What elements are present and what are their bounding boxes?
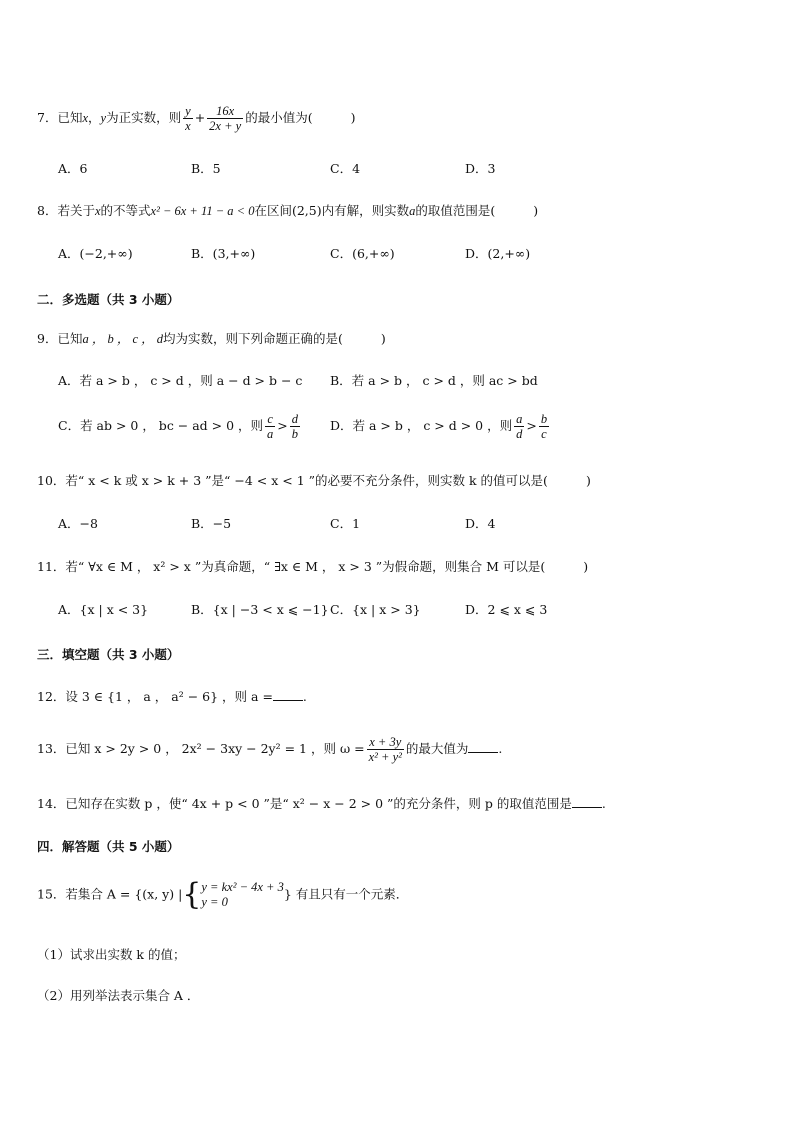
q13-post: 的最大值为 — [405, 741, 469, 756]
question-15 — [37, 877, 409, 912]
q8-text-d: 内有解，则实数 — [321, 203, 410, 218]
q13-fraction — [367, 735, 404, 764]
question-9 — [37, 330, 386, 348]
q7-number: 7． — [37, 110, 58, 125]
q8-text-c: 在区间 — [254, 203, 292, 218]
q10-close: ) — [585, 473, 591, 488]
q7-pre: 已知 — [57, 110, 83, 125]
q8-inequality: x² − 6x + 11 − a < 0 — [150, 204, 255, 218]
q9-d-f1-numerator: a — [516, 412, 523, 426]
q7-var-y: y — [100, 111, 107, 125]
q14-end: . — [601, 796, 606, 811]
q12-answer-blank[interactable] — [273, 688, 303, 701]
q9-d-fraction-1 — [514, 412, 524, 441]
q13-end: . — [498, 741, 503, 756]
q11-text: 11．若“ ∀x ∈ M ， x² > x ”为真命题，“ ∃x ∈ M ， x > 3 ”为假命题，则集合 M 可以是( — [37, 559, 546, 574]
question-10 — [37, 472, 591, 490]
question-12 — [37, 688, 307, 706]
section-heading-multiple-choice: 二．多选题（共 3 小题） — [37, 292, 180, 307]
q9-c-f2-denominator: b — [291, 427, 299, 441]
q9-close: ) — [380, 331, 386, 346]
q8-text-e: 的取值范围是( — [415, 203, 496, 218]
q9-option-d — [330, 412, 551, 441]
q8-text-b: 的不等式 — [100, 203, 151, 218]
q14-answer-blank[interactable] — [572, 795, 602, 808]
q9-vars: a ， b ， c ， d — [82, 332, 164, 346]
q9-d-f2-numerator: b — [540, 412, 548, 426]
q7-f2-numerator: 16x — [207, 104, 243, 119]
q7-f1-numerator: y — [185, 104, 191, 118]
q15-post: } 有且只有一个元素． — [283, 886, 409, 902]
q7-f2-denominator: 2x + y — [209, 119, 242, 133]
q15-subquestion-2: （2）用列举法表示集合 A ． — [37, 988, 200, 1003]
q9-c-f1-denominator: a — [267, 427, 274, 441]
section-heading-solution: 四．解答题（共 5 小题） — [37, 839, 180, 854]
q10-text: 10．若“ x < k 或 x > k + 3 ”是“ −4 < x < 1 ”的必要不充分条件，则实数 k 的值可以是( — [37, 473, 548, 488]
q10-option-d: D．4 — [465, 516, 496, 531]
q8-option-b: B．(3,+∞) — [191, 246, 256, 261]
q15-equation-2: y = 0 — [201, 895, 228, 909]
q10-option-c: C．1 — [330, 516, 361, 531]
question-8 — [37, 202, 538, 220]
q8-interval: (2,5) — [291, 203, 322, 218]
q8-var-x: x — [94, 204, 101, 218]
q7-mid: 为正实数，则 — [106, 110, 182, 125]
q7-fraction-1 — [183, 104, 193, 133]
q15-pre: 15．若集合 A = {(x, y) | — [37, 886, 183, 902]
q11-close: ) — [583, 559, 589, 574]
q7-plus: + — [194, 110, 206, 125]
q12-text: 12．设 3 ∈ {1 ， a ， a² − 6} ，则 a = — [37, 689, 273, 704]
q13-text: 13．已知 x > 2y > 0 ， 2x² − 3xy − 2y² = 1 ，则 ω = — [37, 741, 365, 756]
q9-option-c — [58, 412, 302, 441]
q7-option-b: B．5 — [191, 161, 221, 176]
q9-option-b: B．若 a > b ， c > d ，则 ac > bd — [330, 373, 538, 388]
q7-post: 的最小值为( — [245, 110, 313, 125]
question-14 — [37, 795, 606, 813]
q8-var-a: a — [409, 204, 416, 218]
q7-f1-denominator: x — [185, 119, 191, 133]
q15-subquestion-1: （1）试求出实数 k 的值； — [37, 947, 186, 962]
q7-fraction-2 — [207, 104, 243, 133]
q10-option-b: B．−5 — [191, 516, 232, 531]
q9-text-b: 均为实数，则下列命题正确的是( — [163, 331, 343, 346]
question-11 — [37, 558, 588, 576]
q13-answer-blank[interactable] — [468, 740, 498, 753]
q10-option-a: A．−8 — [58, 516, 98, 531]
q15-left-brace: { — [182, 877, 202, 912]
q11-option-d: D．2 ⩽ x ⩽ 3 — [465, 602, 548, 617]
q15-equation-system — [201, 880, 284, 910]
q9-d-f1-denominator: d — [516, 427, 523, 441]
question-7 — [37, 104, 355, 133]
q8-text-a: 8．若关于 — [37, 203, 95, 218]
q9-option-d-text: D．若 a > b ， c > d > 0 ，则 — [330, 418, 513, 433]
q9-c-fraction-1 — [265, 412, 275, 441]
q9-option-c-text: C．若 ab > 0 ， bc − ad > 0 ，则 — [58, 418, 264, 433]
q9-text: 9．已知 — [37, 331, 83, 346]
q11-option-c: C．{x | x > 3} — [330, 602, 421, 617]
q8-option-c: C．(6,+∞) — [330, 246, 395, 261]
q9-d-fraction-2 — [539, 412, 549, 441]
q14-text: 14．已知存在实数 p ，使“ 4x + p < 0 ”是“ x² − x − 2 > 0 ”的充分条件，则 p 的取值范围是 — [37, 796, 572, 811]
q9-c-f1-numerator: c — [265, 412, 275, 427]
q12-end: . — [302, 689, 307, 704]
question-13 — [37, 735, 502, 764]
q13-numerator: x + 3y — [367, 735, 404, 750]
q7-var-x: x — [82, 111, 89, 125]
q8-option-a: A．(−2,+∞) — [58, 246, 133, 261]
q9-option-a: A．若 a > b ， c > d ，则 a − d > b − c — [58, 373, 303, 388]
q9-d-gt: > — [526, 418, 537, 433]
q15-equation-1: y = kx² − 4x + 3 — [201, 880, 284, 894]
q9-c-f2-numerator: d — [291, 412, 299, 426]
q11-option-a: A．{x | x < 3} — [58, 602, 149, 617]
section-heading-fill-blank: 三．填空题（共 3 小题） — [37, 647, 180, 662]
q7-sep: ， — [88, 110, 101, 125]
q9-c-gt: > — [277, 418, 288, 433]
q9-c-fraction-2 — [290, 412, 300, 441]
q9-d-f2-denominator: c — [541, 427, 547, 441]
q11-option-b: B．{x | −3 < x ⩽ −1} — [191, 602, 329, 617]
q8-close: ) — [533, 203, 539, 218]
q8-option-d: D．(2,+∞) — [465, 246, 531, 261]
q7-close: ) — [350, 110, 356, 125]
q13-denominator: x² + y² — [368, 750, 402, 764]
q7-option-d: D．3 — [465, 161, 496, 176]
q7-option-c: C．4 — [330, 161, 361, 176]
q7-option-a: A．6 — [58, 161, 88, 176]
